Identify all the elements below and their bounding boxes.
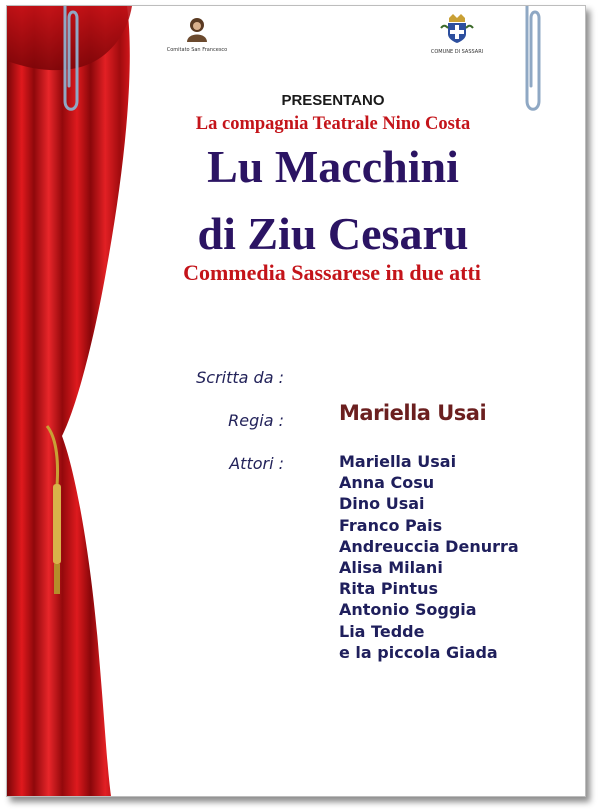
actor-name: Franco Pais	[339, 515, 443, 535]
direction-label: Regia :	[228, 411, 284, 430]
committee-logo	[152, 16, 242, 53]
actors-list	[339, 451, 519, 663]
saint-portrait-logo	[184, 16, 210, 42]
actor-name: Mariella Usai	[339, 452, 457, 471]
committee-logo-caption: Comitato San Francesco	[166, 47, 228, 53]
actor-name: Andreuccia Denurra	[339, 536, 519, 556]
actor-name: Lia Tedde	[339, 621, 425, 641]
paperclip-icon	[57, 6, 83, 116]
actor-name: Rita Pintus	[339, 579, 438, 599]
written-by-label: Scritta da :	[196, 368, 284, 387]
stage-curtain-icon	[7, 6, 142, 796]
play-subtitle: Commedia Sassarese in due atti	[183, 260, 481, 285]
municipality-logo-caption: COMUNE DI SASSARI	[430, 49, 484, 55]
actor-name: Alisa Milani	[339, 558, 443, 578]
actor-name: e la piccola Giada	[339, 642, 498, 662]
play-title-line-2: di Ziu Cesaru	[197, 208, 469, 259]
actor-name: Antonio Soggia	[339, 600, 477, 620]
director-name: Mariella Usai	[339, 401, 487, 425]
municipality-logo	[417, 14, 497, 55]
actor-name: Anna Cosu	[339, 473, 435, 493]
play-title-line-1: Lu Macchini	[207, 141, 459, 192]
poster-page	[6, 5, 586, 797]
actor-name: Dino Usai	[339, 494, 425, 514]
presenting-line: PRESENTANO	[281, 92, 385, 109]
coat-of-arms-logo	[439, 14, 475, 44]
company-name: La compagnia Teatrale Nino Costa	[195, 114, 471, 134]
actors-label: Attori :	[229, 454, 284, 473]
